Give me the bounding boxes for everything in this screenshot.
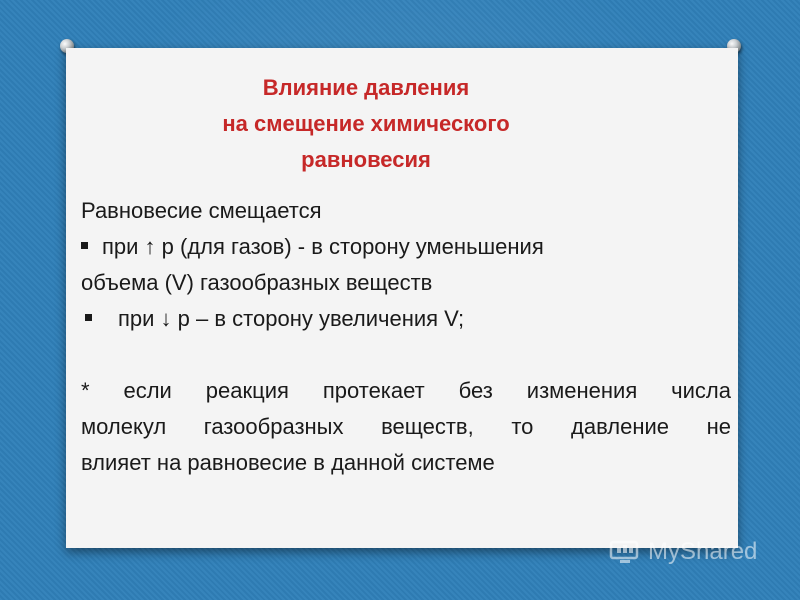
myshared-watermark: [608, 537, 757, 567]
bullet-1-text: при ↑ р (для газов) - в сторону уменьшения: [102, 234, 544, 259]
intro-text: Равновесие смещается: [81, 198, 322, 223]
slide-title: [66, 70, 800, 178]
watermark-text: MyShared: [648, 538, 758, 565]
square-bullet-icon: [81, 242, 88, 249]
spacer: [81, 337, 731, 373]
bullet-item-2: [81, 301, 731, 337]
title-line-2: на смещение химического: [222, 111, 510, 136]
note-line-1: * если реакция протекает без изменения числа: [81, 378, 731, 403]
note-line-2: молекул газообразных веществ, то давление не: [81, 414, 731, 439]
bullet-item-1: [81, 229, 731, 265]
square-bullet-icon: [85, 314, 92, 321]
bullet-2-text: при ↓ р – в сторону увеличения V;: [118, 306, 465, 331]
title-line-3: равновесия: [301, 147, 431, 172]
title-line-1: Влияние давления: [262, 75, 470, 100]
myshared-logo-icon: [608, 539, 642, 565]
bullet-1-continuation: объема (V) газообразных веществ: [81, 270, 433, 295]
note-line-3: влияет на равновесие в данной системе: [81, 450, 495, 475]
slide-body: [81, 193, 731, 481]
